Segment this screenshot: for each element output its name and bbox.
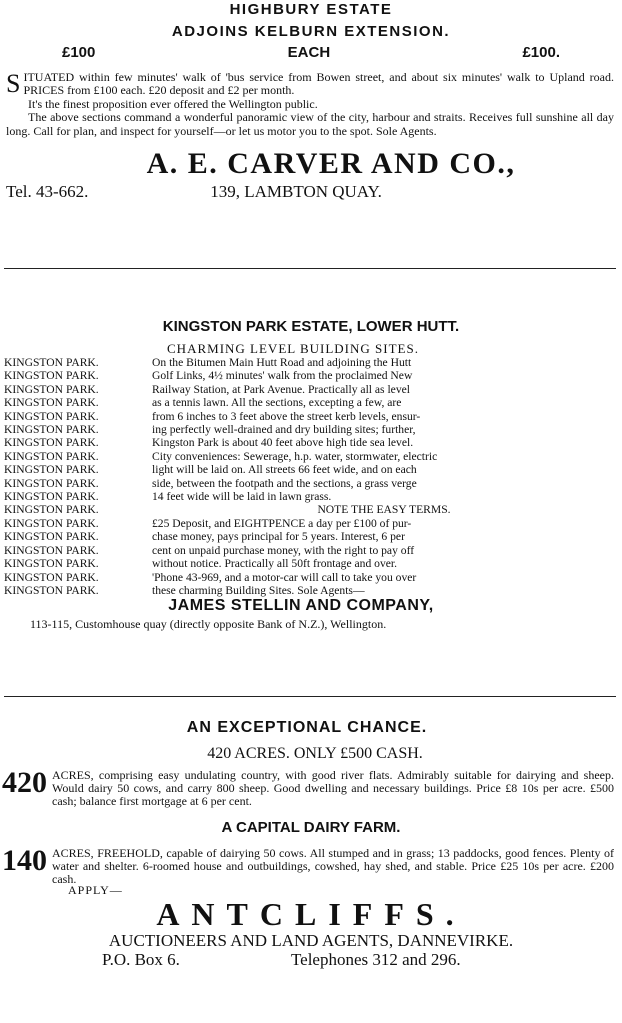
drop-cap: S — [6, 69, 21, 98]
antcliffs-ad — [0, 718, 622, 970]
kingston-text-line: cent on unpaid purchase money, with the right to pay off — [152, 543, 415, 557]
kingston-park-label: KINGSTON PARK. — [4, 503, 99, 517]
kingston-park-label: KINGSTON PARK. — [4, 356, 99, 369]
apply-label: APPLY— — [68, 883, 123, 898]
kingston-text-column — [152, 356, 622, 597]
kingston-text-line: without notice. Practically all 50ft frontage and over. — [152, 557, 398, 571]
highbury-para1: ITUATED within few minutes' walk of 'bus service from Bowen street, and about six minutes' walk to Upland road. PRICES from £100 each. £20 deposit and £2 per month. — [23, 70, 614, 98]
kingston-park-label: KINGSTON PARK. — [4, 543, 99, 557]
kingston-park-label: KINGSTON PARK. — [4, 476, 99, 490]
kingston-park-label: KINGSTON PARK. — [4, 490, 99, 504]
carver-address-row — [0, 182, 622, 202]
kingston-text-line: side, between the footpath and the sections, a grass verge — [152, 476, 417, 490]
kingston-text-line: On the Bitumen Main Hutt Road and adjoining the Hutt — [152, 356, 412, 369]
kingston-subtitle: CHARMING LEVEL BUILDING SITES. — [167, 341, 419, 356]
carver-company: A. E. CARVER AND CO., — [146, 147, 516, 181]
farm-140-description: ACRES, FREEHOLD, capable of dairying 50 cows. All stumped and in grass; 13 paddocks, good fences. Plenty of water and shelter. 6-roomed house and outbuildings, cowshed, hay shed, and stable. Price £25 10s per acre. £200 cash. — [52, 845, 614, 887]
kingston-text-line: 'Phone 43-969, and a motor-car will call to take you over — [152, 570, 417, 584]
kingston-text-line: these charming Building Sites. Sole Agents— — [152, 583, 365, 597]
antcliffs-company: ANTCLIFFS. — [156, 896, 466, 933]
farm-420-text — [0, 766, 622, 809]
price-right: £100. — [522, 44, 560, 61]
carver-tel: Tel. 43-662. — [6, 182, 89, 202]
highbury-body — [0, 71, 622, 138]
kingston-park-label: KINGSTON PARK. — [4, 570, 99, 584]
kingston-park-label: KINGSTON PARK. — [4, 382, 99, 396]
kingston-ad — [0, 318, 622, 631]
kingston-park-label: KINGSTON PARK. — [4, 369, 99, 383]
acres-420-number: 420 — [2, 766, 47, 799]
kingston-park-label: KINGSTON PARK. — [4, 583, 99, 597]
farm-140-text — [0, 843, 622, 887]
antcliffs-phones: Telephones 312 and 296. — [290, 950, 461, 970]
kingston-text-line: chase money, pays principal for 5 years. Interest, 6 per — [152, 530, 405, 544]
highbury-subtitle: ADJOINS KELBURN EXTENSION. — [171, 23, 451, 40]
highbury-para2: It's the finest proposition ever offered the Wellington public. — [28, 96, 318, 111]
highbury-para3: The above sections command a wonderful panoramic view of the city, harbour and straits. Receives full sunshine all day long. Call for plan, and inspect for yourself—or let us motor you to the spot. Sole Agents. — [6, 110, 614, 138]
dairy-farm-title: A CAPITAL DAIRY FARM. — [221, 818, 401, 836]
price-row — [0, 44, 622, 62]
price-left: £100 — [62, 44, 96, 61]
antcliffs-tagline: AUCTIONEERS AND LAND AGENTS, DANNEVIRKE. — [108, 931, 514, 951]
highbury-title: HIGHBURY ESTATE — [229, 1, 393, 18]
kingston-text-line: Kingston Park is about 40 feet above high tide sea level. — [152, 436, 414, 450]
kingston-park-label: KINGSTON PARK. — [4, 463, 99, 477]
kingston-park-label: KINGSTON PARK. — [4, 423, 99, 437]
kingston-park-label: KINGSTON PARK. — [4, 557, 99, 571]
kingston-text-line: NOTE THE EASY TERMS. — [317, 503, 451, 517]
kingston-text-line: ing perfectly well-drained and dry building sites; further, — [152, 423, 416, 437]
highbury-ad — [0, 0, 622, 202]
kingston-text-line: £25 Deposit, and EIGHTPENCE a day per £100 of pur- — [152, 516, 412, 530]
antcliffs-contact-row — [0, 950, 622, 970]
kingston-park-label: KINGSTON PARK. — [4, 516, 99, 530]
kingston-park-label: KINGSTON PARK. — [4, 530, 99, 544]
kingston-label-column — [0, 356, 152, 597]
exceptional-subtitle: 420 ACRES. ONLY £500 CASH. — [207, 745, 423, 762]
kingston-title: KINGSTON PARK ESTATE, LOWER HUTT. — [162, 318, 460, 335]
divider-1 — [4, 268, 616, 269]
kingston-text-line: as a tennis lawn. All the sections, excepting a few, are — [152, 396, 402, 410]
kingston-body — [0, 356, 622, 597]
kingston-text-line: light will be laid on. All streets 66 feet wide, and on each — [152, 463, 417, 477]
stellin-company: JAMES STELLIN AND COMPANY, — [168, 597, 434, 615]
kingston-text-line: Railway Station, at Park Avenue. Practically all as level — [152, 382, 410, 396]
carver-address: 139, LAMBTON QUAY. — [210, 182, 382, 202]
kingston-park-label: KINGSTON PARK. — [4, 409, 99, 423]
kingston-text-line: City conveniences: Sewerage, h.p. water, stormwater, electric — [152, 449, 438, 463]
exceptional-title: AN EXCEPTIONAL CHANCE. — [186, 719, 428, 736]
kingston-text-line: 14 feet wide will be laid in lawn grass. — [152, 490, 332, 504]
antcliffs-pobox: P.O. Box 6. — [102, 950, 180, 970]
kingston-text-line: from 6 inches to 3 feet above the street kerb levels, ensur- — [152, 409, 421, 423]
farm-420-description: ACRES, comprising easy undulating country, with good river flats. Admirably suitable for dairying and sheep. Would dairy 50 cows, and carry 800 sheep. Good dwelling and necessary buildings. Price £8 10s per acre. £500 cash; balance first mortgage at 6 per cent. — [52, 768, 614, 809]
kingston-park-label: KINGSTON PARK. — [4, 449, 99, 463]
kingston-park-label: KINGSTON PARK. — [4, 436, 99, 450]
divider-2 — [4, 696, 616, 697]
acres-140-number: 140 — [2, 843, 47, 877]
price-each: EACH — [287, 44, 331, 61]
kingston-text-line: Golf Links, 4½ minutes' walk from the proclaimed New — [152, 369, 413, 383]
kingston-park-label: KINGSTON PARK. — [4, 396, 99, 410]
stellin-address: 113-115, Customhouse quay (directly opposite Bank of N.Z.), Wellington. — [30, 617, 387, 632]
